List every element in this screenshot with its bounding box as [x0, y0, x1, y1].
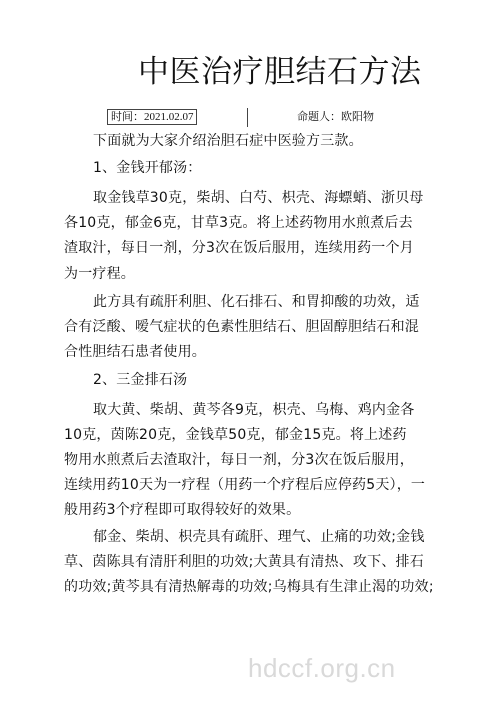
body-line: 般用药3个疗程即可取得较好的效果。 — [64, 502, 301, 518]
author-label: 命题人：欧阳物 — [297, 110, 374, 123]
body-line: 下面就为大家介绍治胆石症中医验方三款。 — [93, 133, 363, 149]
section-heading: 2、三金排石汤 — [93, 372, 188, 388]
body-line: 物用水煎煮后去渣取汁，每日一剂，分3次在饭后服用， — [64, 452, 414, 468]
body-line: 合有泛酸、嗳气症状的色素性胆结石、胆固醇胆结石和混 — [64, 319, 419, 335]
body-line: 连续用药10天为一疗程（用药一个疗程后应停药5天），一 — [64, 477, 426, 493]
body-line: 渣取汁，每日一剂，分3次在饭后服用，连续用药一个月 — [64, 240, 414, 256]
page-title: 中医治疗胆结石方法 — [138, 54, 422, 90]
body-line: 取大黄、柴胡、黄芩各9克，枳壳、乌梅、鸡内金各 — [93, 402, 415, 418]
meta-separator — [247, 108, 248, 127]
time-box: 时间：2021.02.07 — [107, 109, 197, 125]
body-line: 郁金、柴胡、枳壳具有疏肝、理气、止痛的功效;金钱 — [93, 529, 425, 545]
body-line: 草、茵陈具有清肝利胆的功效;大黄具有清热、攻下、排石 — [64, 554, 424, 570]
body-line: 的功效;黄芩具有清热解毒的功效;乌梅具有生津止渴的功效; — [64, 579, 434, 595]
body-line: 合性胆结石患者使用。 — [64, 344, 206, 360]
section-heading: 1、金钱开郁汤： — [93, 160, 202, 176]
body-line: 为一疗程。 — [64, 266, 135, 282]
body-line: 10克，茵陈20克，金钱草50克，郁金15克。将上述药 — [64, 427, 407, 443]
body-line: 取金钱草30克，柴胡、白芍、枳壳、海螵蛸、浙贝母 — [93, 190, 424, 206]
watermark-text: hdccf.org.cn — [248, 653, 396, 683]
body-line: 此方具有疏肝利胆、化石排石、和胃抑酸的功效，适 — [93, 294, 420, 310]
body-line: 各10克，郁金6克，甘草3克。将上述药物用水煎煮后去 — [64, 215, 413, 231]
